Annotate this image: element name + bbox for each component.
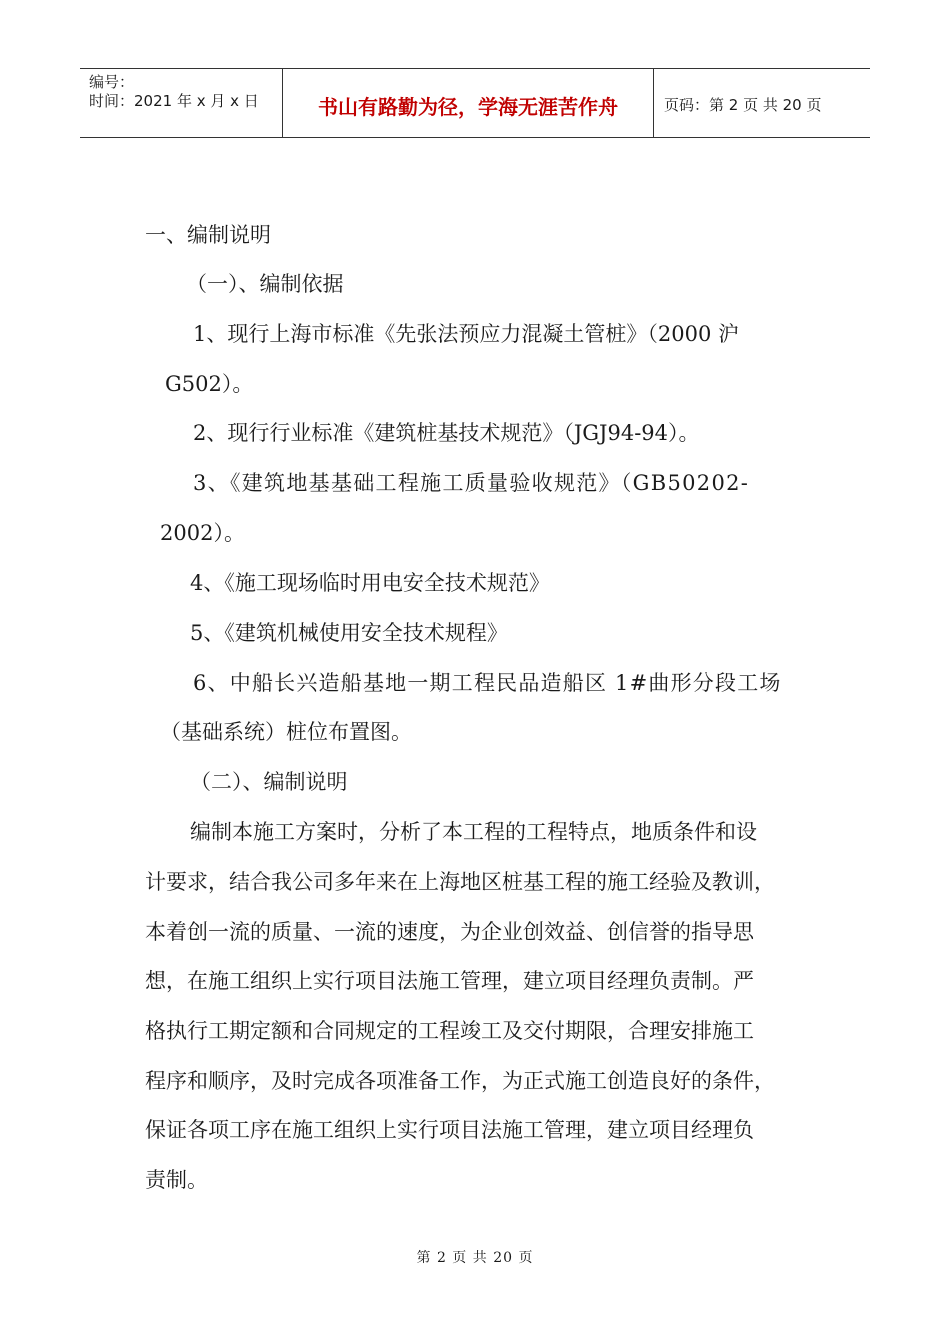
paragraph-line: 本着创一流的质量、一流的速度，为企业创效益、创信誉的指导思: [145, 920, 754, 944]
header-page-cell: [654, 69, 870, 137]
basis-item-3: 3、《建筑地基基础工程施工质量验收规范》（GB50202-: [193, 471, 750, 495]
basis-item-6: 6、中船长兴造船基地一期工程民品造船区 1#曲形分段工场: [193, 671, 782, 695]
doc-number-label: 编号：: [89, 73, 135, 91]
basis-item-6-cont: （基础系统）桩位布置图。: [160, 720, 412, 744]
basis-item-1: 1、现行上海市标准《先张法预应力混凝土管桩》（2000 沪: [193, 322, 739, 346]
paragraph-line: 格执行工期定额和合同规定的工程竣工及交付期限，合理安排施工: [145, 1019, 754, 1043]
section-title: 一、编制说明: [145, 223, 271, 247]
header-motto: 书山有路勤为径，学海无涯苦作舟: [318, 95, 618, 119]
paragraph-line: 程序和顺序，及时完成各项准备工作，为正式施工创造良好的条件，: [145, 1069, 775, 1093]
header-meta-cell: [80, 69, 283, 137]
header-page-info: 页码：第 2 页 共 20 页: [664, 96, 822, 114]
paragraph-line: 保证各项工序在施工组织上实行项目法施工管理，建立项目经理负: [145, 1118, 754, 1142]
paragraph-line: 责制。: [145, 1168, 208, 1192]
page-header: [80, 68, 870, 138]
page-footer: 第 2 页 共 20 页: [416, 1250, 534, 1266]
subsection-explanation-title: （二）、编制说明: [190, 770, 348, 794]
paragraph-line: 计要求，结合我公司多年来在上海地区桩基工程的施工经验及教训，: [145, 870, 775, 894]
paragraph-line: 编制本施工方案时，分析了本工程的工程特点，地质条件和设: [190, 820, 757, 844]
basis-item-3-cont: 2002）。: [160, 521, 245, 545]
subsection-basis-title: （一）、编制依据: [186, 272, 344, 296]
paragraph-line: 想，在施工组织上实行项目法施工管理，建立项目经理负责制。严: [145, 969, 754, 993]
basis-item-1-cont: G502）。: [165, 372, 254, 396]
doc-time-label: 时间：2021 年 x 月 x 日: [89, 92, 259, 110]
basis-item-5: 5、《建筑机械使用安全技术规程》: [190, 621, 508, 645]
basis-item-2: 2、现行行业标准《建筑桩基技术规范》（JGJ94-94）。: [193, 421, 700, 445]
basis-item-4: 4、《施工现场临时用电安全技术规范》: [190, 571, 550, 595]
header-motto-cell: [283, 69, 654, 137]
